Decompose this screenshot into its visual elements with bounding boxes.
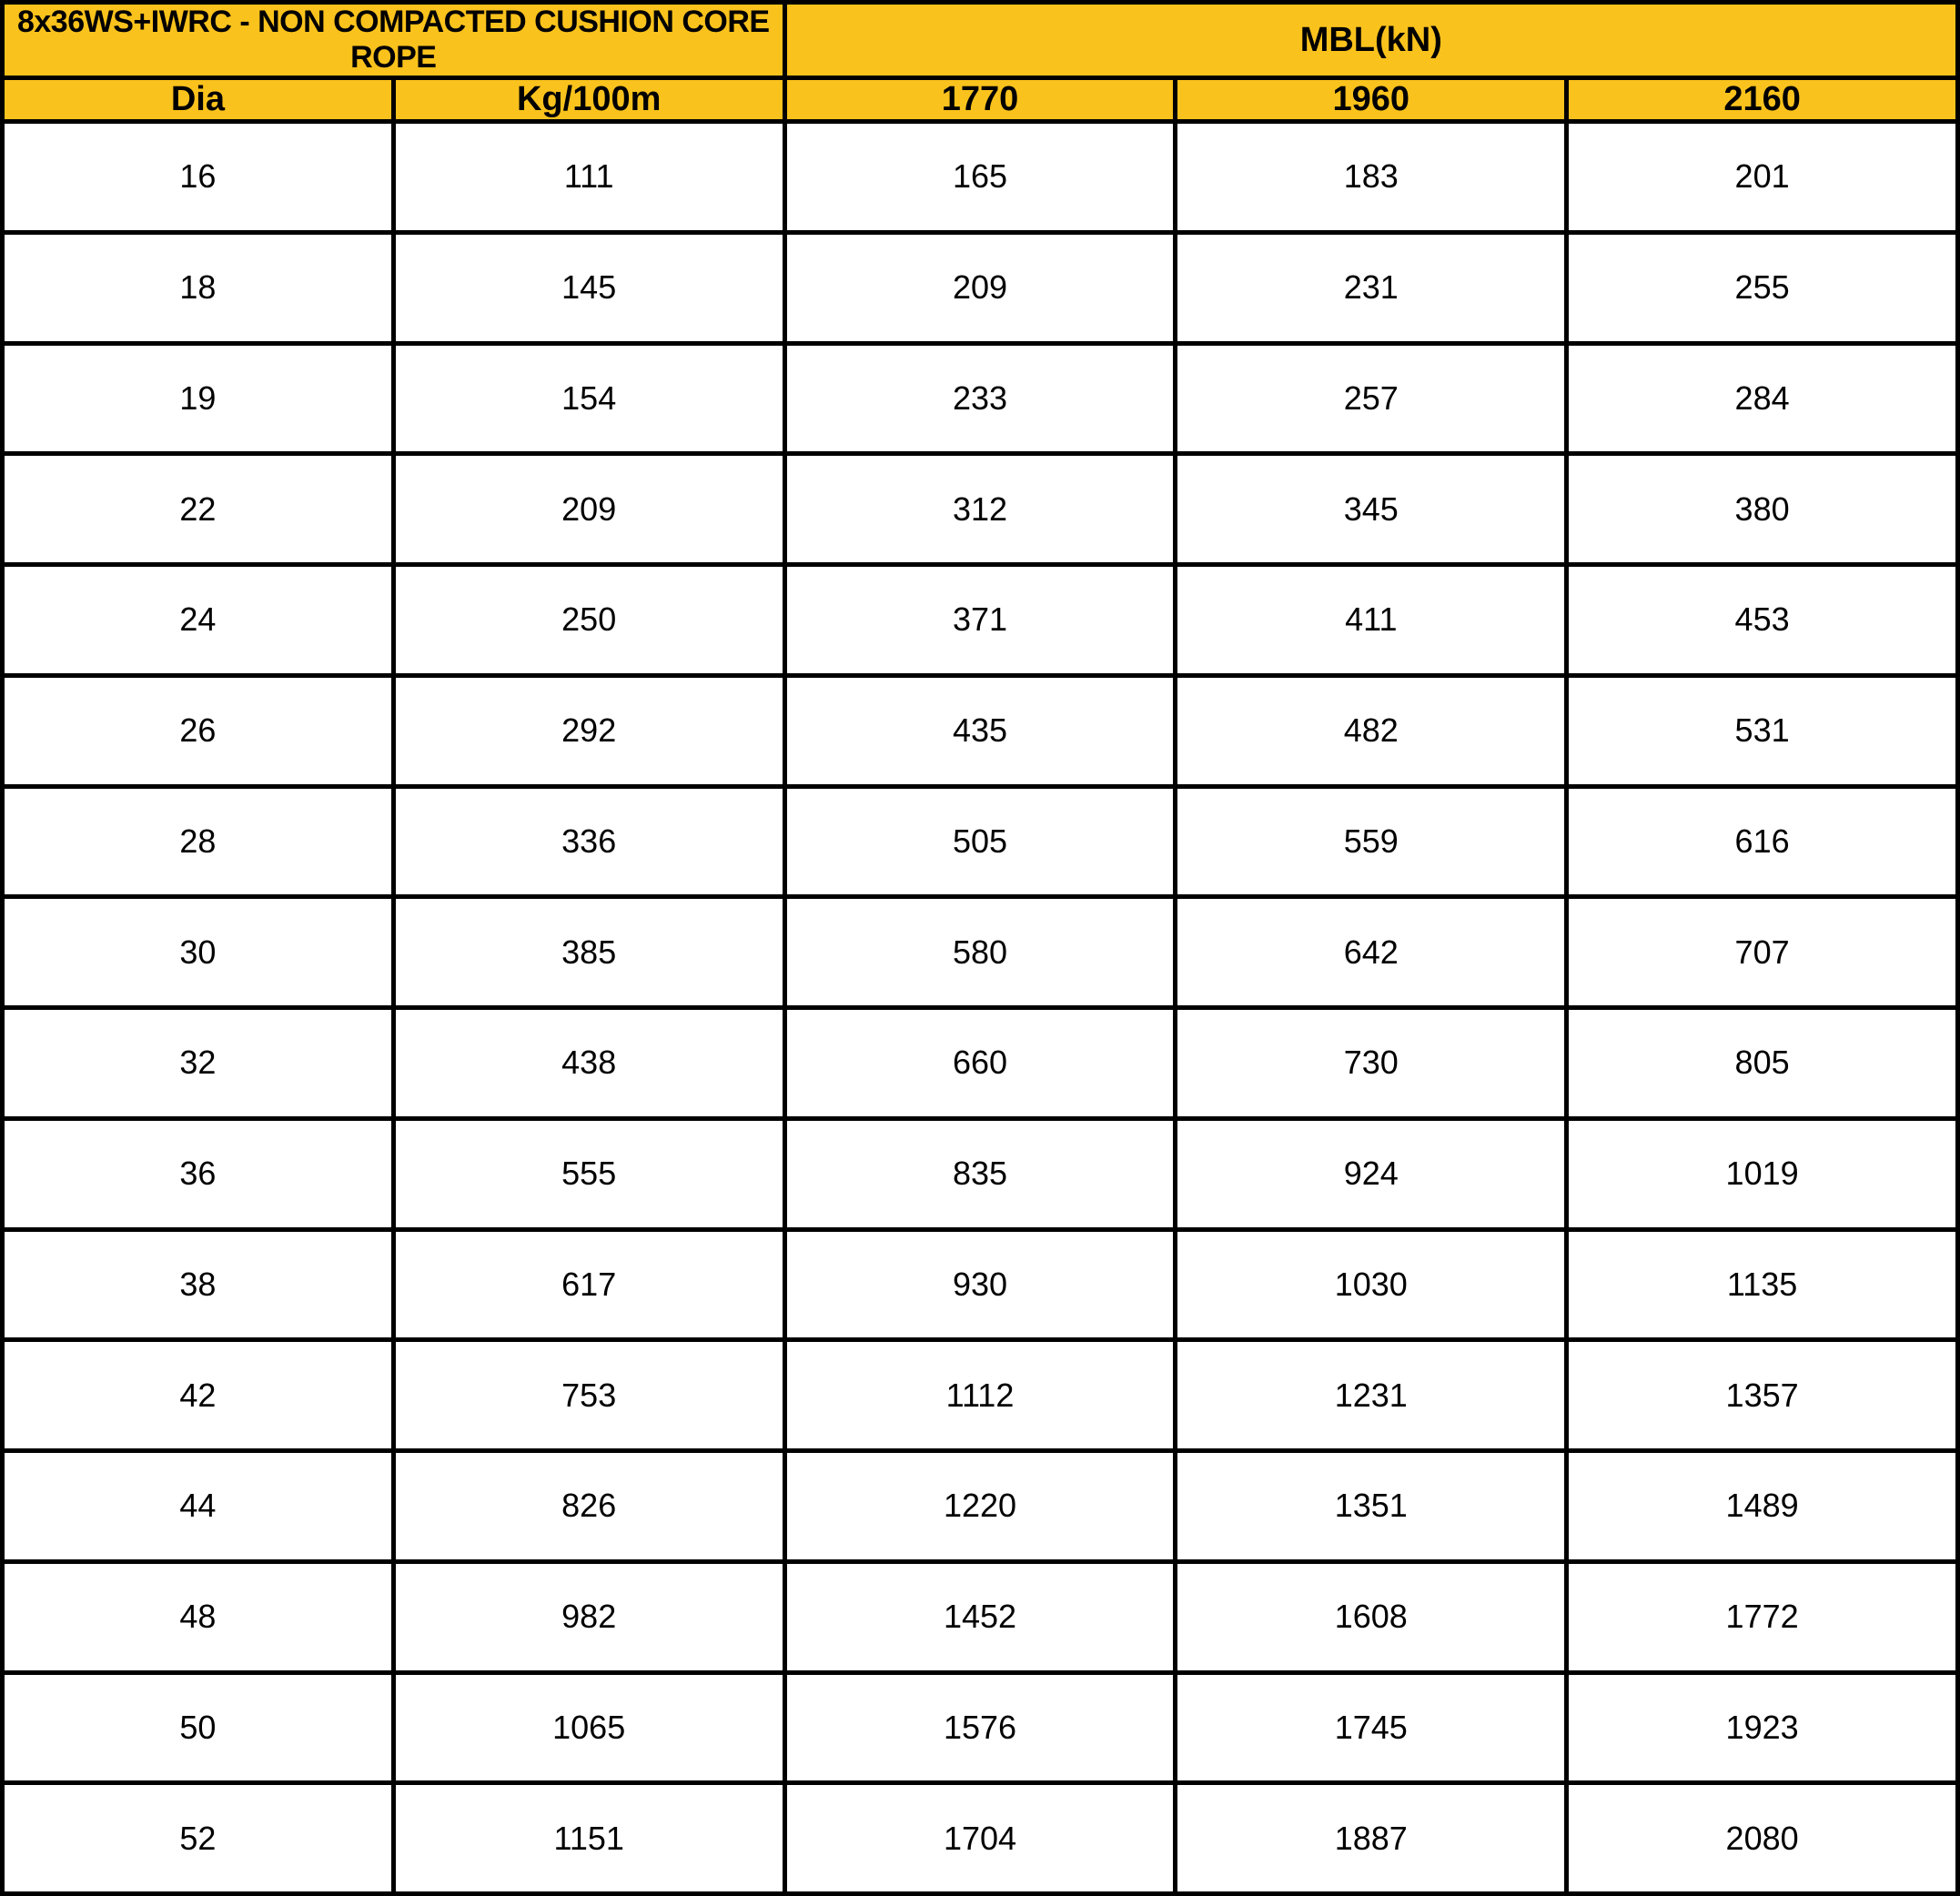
column-header-dia: Dia <box>3 78 394 122</box>
table-row <box>3 1008 1958 1119</box>
table-cell: 642 <box>1176 897 1567 1008</box>
table-row <box>3 565 1958 676</box>
table-cell: 660 <box>784 1008 1176 1119</box>
table-cell: 145 <box>393 232 784 343</box>
table-cell: 1745 <box>1176 1672 1567 1783</box>
table-cell: 505 <box>784 786 1176 897</box>
table-cell: 24 <box>3 565 394 676</box>
table-cell: 1704 <box>784 1783 1176 1894</box>
table-cell: 209 <box>393 454 784 565</box>
table-cell: 1608 <box>1176 1561 1567 1672</box>
table-cell: 284 <box>1567 343 1958 454</box>
table-cell: 924 <box>1176 1118 1567 1229</box>
table-cell: 1351 <box>1176 1451 1567 1562</box>
table-cell: 1231 <box>1176 1340 1567 1451</box>
table-cell: 26 <box>3 675 394 786</box>
header-row-columns <box>3 78 1958 122</box>
table-cell: 435 <box>784 675 1176 786</box>
table-cell: 111 <box>393 122 784 233</box>
table-cell: 1452 <box>784 1561 1176 1672</box>
table-cell: 835 <box>784 1118 1176 1229</box>
table-cell: 453 <box>1567 565 1958 676</box>
table-row <box>3 232 1958 343</box>
table-row <box>3 1672 1958 1783</box>
table-cell: 730 <box>1176 1008 1567 1119</box>
table-header <box>3 3 1958 122</box>
table-cell: 18 <box>3 232 394 343</box>
table-cell: 753 <box>393 1340 784 1451</box>
table-row <box>3 1561 1958 1672</box>
table-cell: 371 <box>784 565 1176 676</box>
table-cell: 52 <box>3 1783 394 1894</box>
table-cell: 559 <box>1176 786 1567 897</box>
table-cell: 255 <box>1567 232 1958 343</box>
column-header-grade-2160: 2160 <box>1567 78 1958 122</box>
table-cell: 385 <box>393 897 784 1008</box>
table-row <box>3 1783 1958 1894</box>
table-cell: 380 <box>1567 454 1958 565</box>
table-body <box>3 122 1958 1894</box>
table-cell: 28 <box>3 786 394 897</box>
table-cell: 1357 <box>1567 1340 1958 1451</box>
table-row <box>3 1340 1958 1451</box>
table-cell: 22 <box>3 454 394 565</box>
table-cell: 1489 <box>1567 1451 1958 1562</box>
table-row <box>3 1451 1958 1562</box>
table-cell: 1065 <box>393 1672 784 1783</box>
table-cell: 1772 <box>1567 1561 1958 1672</box>
table-cell: 312 <box>784 454 1176 565</box>
table-row <box>3 1229 1958 1340</box>
table-cell: 201 <box>1567 122 1958 233</box>
table-row <box>3 1118 1958 1229</box>
table-cell: 1887 <box>1176 1783 1567 1894</box>
table-cell: 1923 <box>1567 1672 1958 1783</box>
table-cell: 336 <box>393 786 784 897</box>
table-cell: 16 <box>3 122 394 233</box>
table-cell: 805 <box>1567 1008 1958 1119</box>
table-cell: 231 <box>1176 232 1567 343</box>
table-cell: 2080 <box>1567 1783 1958 1894</box>
table-cell: 1576 <box>784 1672 1176 1783</box>
table-cell: 555 <box>393 1118 784 1229</box>
table-cell: 1135 <box>1567 1229 1958 1340</box>
table-cell: 183 <box>1176 122 1567 233</box>
table-cell: 1220 <box>784 1451 1176 1562</box>
table-row <box>3 343 1958 454</box>
table-cell: 44 <box>3 1451 394 1562</box>
table-cell: 257 <box>1176 343 1567 454</box>
table-cell: 209 <box>784 232 1176 343</box>
table-cell: 32 <box>3 1008 394 1119</box>
table-cell: 1151 <box>393 1783 784 1894</box>
table-cell: 617 <box>393 1229 784 1340</box>
table-row <box>3 454 1958 565</box>
table-cell: 292 <box>393 675 784 786</box>
table-cell: 250 <box>393 565 784 676</box>
table-cell: 345 <box>1176 454 1567 565</box>
table-cell: 580 <box>784 897 1176 1008</box>
table-cell: 616 <box>1567 786 1958 897</box>
table-row <box>3 897 1958 1008</box>
table-cell: 42 <box>3 1340 394 1451</box>
table-cell: 482 <box>1176 675 1567 786</box>
table-row <box>3 786 1958 897</box>
table-cell: 30 <box>3 897 394 1008</box>
header-row-top <box>3 3 1958 78</box>
table-cell: 1030 <box>1176 1229 1567 1340</box>
table-cell: 438 <box>393 1008 784 1119</box>
table-cell: 930 <box>784 1229 1176 1340</box>
table-cell: 50 <box>3 1672 394 1783</box>
column-header-grade-1770: 1770 <box>784 78 1176 122</box>
column-header-grade-1960: 1960 <box>1176 78 1567 122</box>
table-cell: 411 <box>1176 565 1567 676</box>
table-cell: 48 <box>3 1561 394 1672</box>
table-cell: 36 <box>3 1118 394 1229</box>
column-header-kg-per-100m: Kg/100m <box>393 78 784 122</box>
table-cell: 38 <box>3 1229 394 1340</box>
table-cell: 233 <box>784 343 1176 454</box>
table-title: 8x36WS+IWRC - NON COMPACTED CUSHION CORE ROPE <box>3 3 785 78</box>
table-cell: 531 <box>1567 675 1958 786</box>
table-row <box>3 675 1958 786</box>
table-cell: 19 <box>3 343 394 454</box>
table-cell: 154 <box>393 343 784 454</box>
table-cell: 165 <box>784 122 1176 233</box>
table-cell: 707 <box>1567 897 1958 1008</box>
table-cell: 1112 <box>784 1340 1176 1451</box>
table-cell: 826 <box>393 1451 784 1562</box>
table-cell: 1019 <box>1567 1118 1958 1229</box>
table-cell: 982 <box>393 1561 784 1672</box>
table-row <box>3 122 1958 233</box>
mbl-group-header: MBL(kN) <box>784 3 1957 78</box>
